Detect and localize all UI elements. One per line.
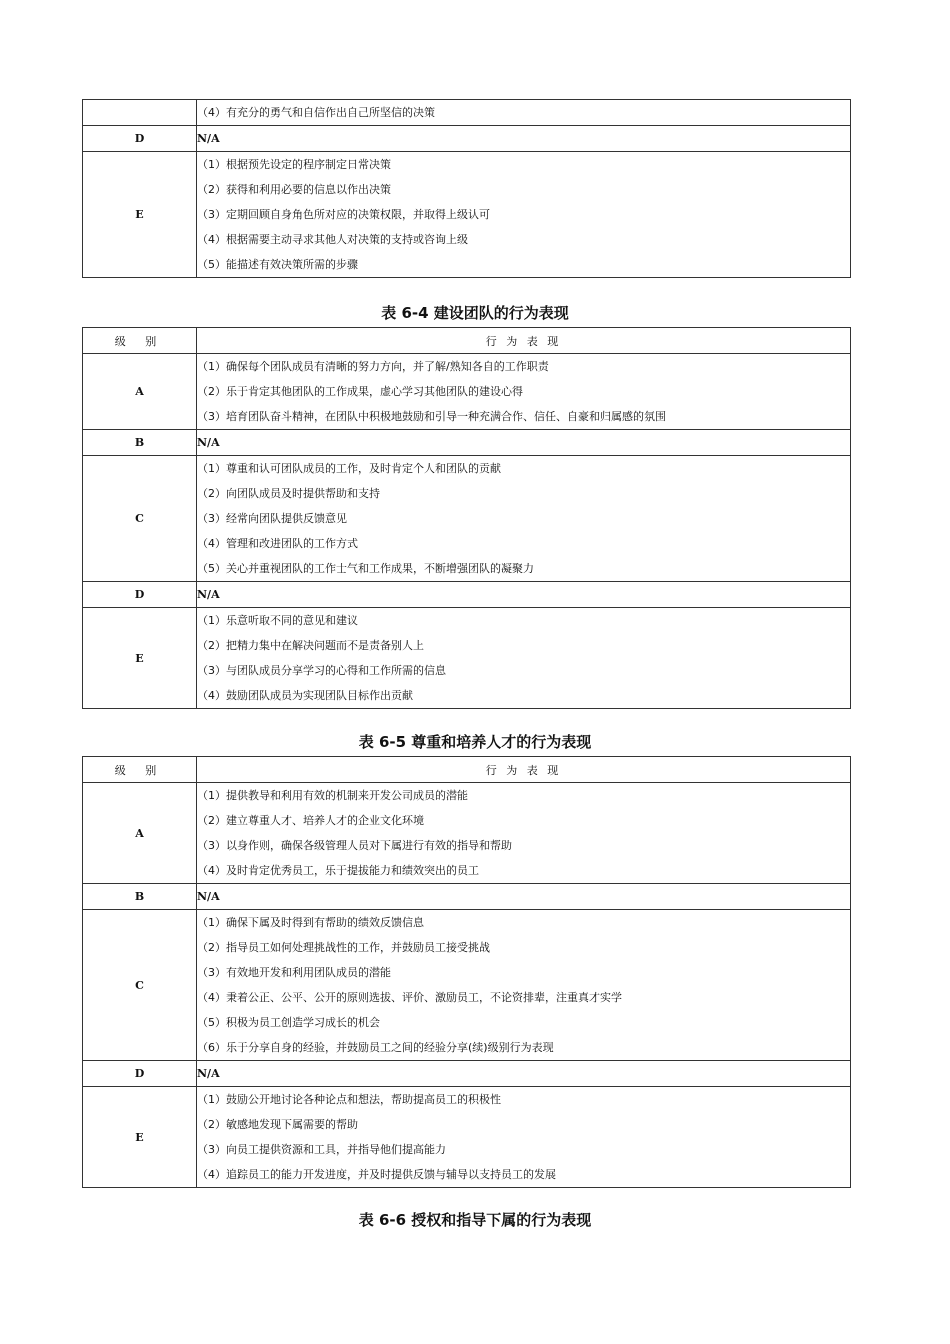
table-row bbox=[83, 100, 851, 126]
behavior-item: （2）建立尊重人才、培养人才的企业文化环境 bbox=[197, 814, 424, 827]
behavior-item: （4）及时肯定优秀员工，乐于提拔能力和绩效突出的员工 bbox=[197, 864, 479, 877]
table-6-4-title: 表 6-4 建设团队的行为表现 bbox=[381, 304, 569, 322]
na-cell: N/A bbox=[197, 582, 851, 608]
table-row bbox=[83, 582, 851, 608]
header-level: 级 别 bbox=[83, 757, 197, 783]
table-6-5 bbox=[82, 756, 851, 1188]
behavior-cell bbox=[197, 456, 851, 582]
level-cell: B bbox=[83, 884, 197, 910]
table-header-row bbox=[83, 757, 851, 783]
behavior-cell bbox=[197, 100, 851, 126]
level-cell: A bbox=[83, 354, 197, 430]
behavior-item: （6）乐于分享自身的经验，并鼓励员工之间的经验分享(续)级别行为表现 bbox=[197, 1041, 554, 1054]
behavior-item: （1）乐意听取不同的意见和建议 bbox=[197, 614, 358, 627]
behavior-item: （2）乐于肯定其他团队的工作成果，虚心学习其他团队的建设心得 bbox=[197, 385, 523, 398]
header-behavior: 行 为 表 现 bbox=[197, 757, 851, 783]
behavior-item: （3）以身作则，确保各级管理人员对下属进行有效的指导和帮助 bbox=[197, 839, 512, 852]
table-6-4 bbox=[82, 327, 851, 709]
behavior-item: （4）根据需要主动寻求其他人对决策的支持或咨询上级 bbox=[197, 233, 468, 246]
level-cell: E bbox=[83, 152, 197, 278]
behavior-item: （2）获得和利用必要的信息以作出决策 bbox=[197, 183, 391, 196]
na-cell: N/A bbox=[197, 1061, 851, 1087]
level-cell: A bbox=[83, 783, 197, 884]
behavior-item: （4）管理和改进团队的工作方式 bbox=[197, 537, 358, 550]
table-row bbox=[83, 430, 851, 456]
decision-table-continuation bbox=[82, 99, 851, 278]
behavior-cell bbox=[197, 1087, 851, 1188]
behavior-item: （3）与团队成员分享学习的心得和工作所需的信息 bbox=[197, 664, 446, 677]
behavior-item: （3）定期回顾自身角色所对应的决策权限，并取得上级认可 bbox=[197, 208, 490, 221]
behavior-item: （1）确保下属及时得到有帮助的绩效反馈信息 bbox=[197, 916, 424, 929]
behavior-item: （1）鼓励公开地讨论各种论点和想法，帮助提高员工的积极性 bbox=[197, 1093, 501, 1106]
table-row bbox=[83, 608, 851, 709]
behavior-item: （2）向团队成员及时提供帮助和支持 bbox=[197, 487, 380, 500]
level-cell: D bbox=[83, 126, 197, 152]
table-6-5-title: 表 6-5 尊重和培养人才的行为表现 bbox=[358, 733, 592, 751]
na-cell: N/A bbox=[197, 126, 851, 152]
table-row bbox=[83, 1087, 851, 1188]
behavior-item: （3）有效地开发和利用团队成员的潜能 bbox=[197, 966, 391, 979]
table-row bbox=[83, 126, 851, 152]
level-cell: E bbox=[83, 608, 197, 709]
level-cell: D bbox=[83, 582, 197, 608]
level-cell-empty bbox=[83, 100, 197, 126]
behavior-item: （3）经常向团队提供反馈意见 bbox=[197, 512, 347, 525]
behavior-item: （5）关心并重视团队的工作士气和工作成果，不断增强团队的凝聚力 bbox=[197, 562, 534, 575]
behavior-cell bbox=[197, 783, 851, 884]
level-cell: C bbox=[83, 910, 197, 1061]
behavior-item: （4）秉着公正、公平、公开的原则选拔、评价、激励员工，不论资排辈，注重真才实学 bbox=[197, 991, 622, 1004]
level-cell: E bbox=[83, 1087, 197, 1188]
table-row bbox=[83, 1061, 851, 1087]
behavior-item: （2）指导员工如何处理挑战性的工作，并鼓励员工接受挑战 bbox=[197, 941, 490, 954]
header-level: 级 别 bbox=[83, 328, 197, 354]
header-behavior: 行 为 表 现 bbox=[197, 328, 851, 354]
behavior-item: （1）提供教导和利用有效的机制来开发公司成员的潜能 bbox=[197, 789, 468, 802]
behavior-item: （3）向员工提供资源和工具，并指导他们提高能力 bbox=[197, 1143, 446, 1156]
table-header-row bbox=[83, 328, 851, 354]
table-row bbox=[83, 910, 851, 1061]
table-row bbox=[83, 884, 851, 910]
behavior-item: （1）确保每个团队成员有清晰的努力方向，并了解/熟知各自的工作职责 bbox=[197, 360, 549, 373]
behavior-item: （3）培育团队奋斗精神，在团队中积极地鼓励和引导一种充满合作、信任、自豪和归属感的氛围 bbox=[197, 410, 666, 423]
behavior-cell bbox=[197, 910, 851, 1061]
table-row bbox=[83, 783, 851, 884]
table-row bbox=[83, 152, 851, 278]
level-cell: B bbox=[83, 430, 197, 456]
behavior-item: （2）把精力集中在解决问题而不是责备别人上 bbox=[197, 639, 424, 652]
table-row bbox=[83, 456, 851, 582]
behavior-item: （4）有充分的勇气和自信作出自己所坚信的决策 bbox=[197, 106, 435, 119]
na-cell: N/A bbox=[197, 884, 851, 910]
behavior-cell bbox=[197, 152, 851, 278]
level-cell: C bbox=[83, 456, 197, 582]
behavior-cell bbox=[197, 608, 851, 709]
behavior-item: （1）尊重和认可团队成员的工作，及时肯定个人和团队的贡献 bbox=[197, 462, 501, 475]
behavior-item: （4）鼓励团队成员为实现团队目标作出贡献 bbox=[197, 689, 413, 702]
na-cell: N/A bbox=[197, 430, 851, 456]
behavior-item: （5）能描述有效决策所需的步骤 bbox=[197, 258, 358, 271]
behavior-item: （4）追踪员工的能力开发进度，并及时提供反馈与辅导以支持员工的发展 bbox=[197, 1168, 556, 1181]
table-row bbox=[83, 354, 851, 430]
level-cell: D bbox=[83, 1061, 197, 1087]
behavior-item: （2）敏感地发现下属需要的帮助 bbox=[197, 1118, 358, 1131]
table-6-6-title: 表 6-6 授权和指导下属的行为表现 bbox=[358, 1211, 592, 1229]
behavior-item: （1）根据预先设定的程序制定日常决策 bbox=[197, 158, 391, 171]
behavior-item: （5）积极为员工创造学习成长的机会 bbox=[197, 1016, 380, 1029]
behavior-cell bbox=[197, 354, 851, 430]
